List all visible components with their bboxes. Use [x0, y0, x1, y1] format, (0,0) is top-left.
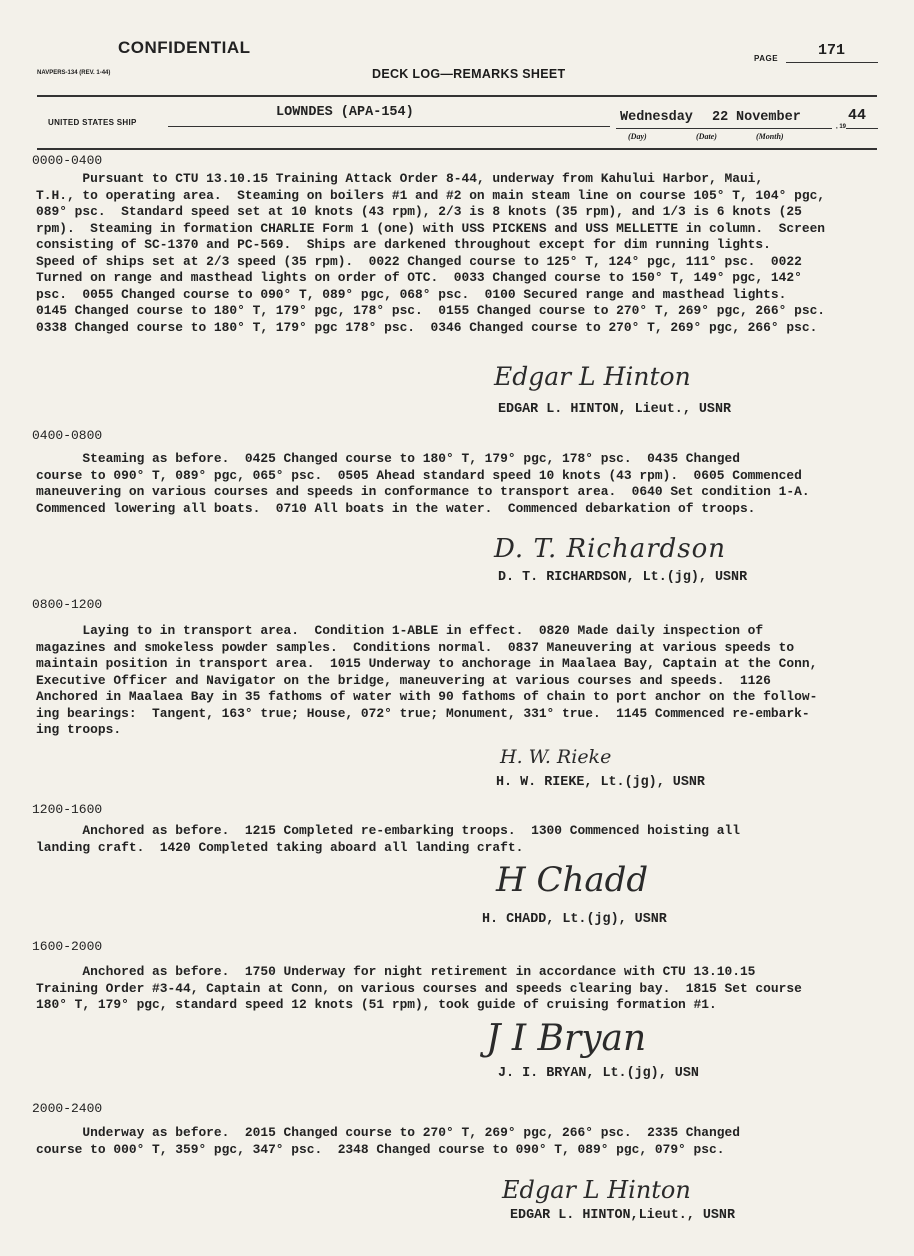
sheet-title: DECK LOG—REMARKS SHEET: [372, 67, 566, 81]
watch-remarks: Steaming as before. 0425 Changed course to 180° T, 179° pgc, 178° psc. 0435 Changed course to 090° T, 089° pgc, 065° psc. 0505 Ahead standard speed 10 knots (43 rpm). 0605 Commenced maneuvering on various courses and speeds in conformance to transport area. 0640 Set condition 1-A. Commenced lowering all boats. 0710 All boats in the water. Commenced debarkation of troops.: [36, 451, 810, 516]
log-day: Wednesday: [620, 110, 693, 125]
header-rule-top: [37, 95, 877, 97]
log-date: 22: [712, 110, 729, 125]
year-underline: [846, 128, 878, 129]
date-caption: (Date): [696, 132, 717, 141]
classification-label: CONFIDENTIAL: [118, 38, 251, 57]
officer-name: J. I. BRYAN, Lt.(jg), USN: [498, 1066, 699, 1081]
form-number: NAVPERS-134 (REV. 1-44): [37, 70, 111, 76]
watch-remarks: Underway as before. 2015 Changed course to 270° T, 269° pgc, 266° psc. 2335 Changed course to 000° T, 359° pgc, 347° psc. 2348 Changed course to 090° T, 089° pgc, 079° psc.: [36, 1125, 740, 1157]
officer-signature: Edgar L Hinton: [494, 362, 691, 391]
watch-remarks: Anchored as before. 1215 Completed re-embarking troops. 1300 Commenced hoisting all landing craft. 1420 Completed taking aboard all landing craft.: [36, 823, 740, 855]
year-prefix: , 19: [836, 124, 847, 130]
officer-name: D. T. RICHARDSON, Lt.(jg), USNR: [498, 570, 748, 585]
watch-period: 2000-2400: [32, 1101, 103, 1116]
ship-label: UNITED STATES SHIP: [48, 118, 137, 127]
watch-period: 0800-1200: [32, 597, 103, 612]
day-caption: (Day): [628, 132, 647, 141]
month-caption: (Month): [756, 132, 784, 141]
officer-name: EDGAR L. HINTON,Lieut., USNR: [510, 1208, 735, 1223]
officer-name: H. W. RIEKE, Lt.(jg), USNR: [496, 775, 705, 790]
officer-name: H. CHADD, Lt.(jg), USNR: [482, 912, 667, 927]
ship-name-underline: [168, 126, 610, 127]
watch-remarks: Laying to in transport area. Condition 1-ABLE in effect. 0820 Made daily inspection of magazines and smokeless powder samples. Conditions normal. 0837 Maneuvering at various speeds to maintain position in transport area. 1015 Underway to anchorage in Maalaea Bay, Captain at the Conn, Executive Officer and Navigator on the bridge, maneuvering at various courses and speeds. 1126 Anchored in Maalaea Bay in 35 fathoms of water with 90 fathoms of chain to port anchor on the follow- ing bearings: Tangent, 163° true; House, 072° true; Monument, 331° true. 1145 Commenced re-embark- ing troops.: [36, 623, 818, 737]
page-number-underline: [786, 62, 878, 63]
watch-remarks: Pursuant to CTU 13.10.15 Training Attack Order 8-44, underway from Kahului Harbor, Maui, T.H., to operating area. Steaming on boilers #1 and #2 on main steam line on course 105° T, 104° pgc, 089° psc. Standard speed set at 10 knots (43 rpm), 2/3 is 8 knots (35 rpm), and 1/3 is 6 knots (25 rpm). Steaming in formation CHARLIE Form 1 (one) with USS PICKENS and USS MELLETTE in column. Screen consisting of SC-1370 and PC-569. Ships are darkened throughout except for dim running lights. Speed of ships set at 2/3 speed (35 rpm). 0022 Changed course to 125° T, 124° pgc, 111° psc. 0022 Turned on range and masthead lights on order of OTC. 0033 Changed course to 150° T, 149° pgc, 142° psc. 0055 Changed course to 090° T, 089° pgc, 068° psc. 0100 Secured range and masthead lights. 0145 Changed course to 180° T, 179° pgc, 178° psc. 0155 Changed course to 270° T, 269° pgc, 266° psc. 0338 Changed course to 180° T, 179° pgc 178° psc. 0346 Changed course to 270° T, 269° pgc, 266° psc.: [36, 171, 826, 335]
log-year: 44: [848, 107, 867, 124]
officer-signature: H Chadd: [496, 860, 649, 900]
watch-period: 0000-0400: [32, 153, 103, 168]
watch-remarks: Anchored as before. 1750 Underway for night retirement in accordance with CTU 13.10.15 Training Order #3-44, Captain at Conn, on various courses and speeds clearing bay. 1815 Set course 180° T, 179° pgc, standard speed 12 knots (51 rpm), took guide of cruising formation #1.: [36, 964, 802, 1012]
watch-period: 0400-0800: [32, 428, 103, 443]
page-number: 171: [818, 42, 846, 59]
officer-signature: D. T. Richardson: [494, 534, 727, 564]
log-month: November: [736, 110, 801, 125]
date-underline: [616, 128, 832, 129]
officer-signature: H. W. Rieke: [500, 746, 612, 768]
ship-name: LOWNDES (APA-154): [276, 105, 414, 120]
officer-signature: J I Bryan: [486, 1018, 647, 1059]
watch-period: 1200-1600: [32, 802, 103, 817]
officer-name: EDGAR L. HINTON, Lieut., USNR: [498, 402, 732, 417]
officer-signature: Edgar L Hinton: [502, 1176, 691, 1204]
watch-period: 1600-2000: [32, 939, 103, 954]
page-label: PAGE: [754, 54, 779, 63]
header-rule-bottom: [37, 148, 877, 150]
